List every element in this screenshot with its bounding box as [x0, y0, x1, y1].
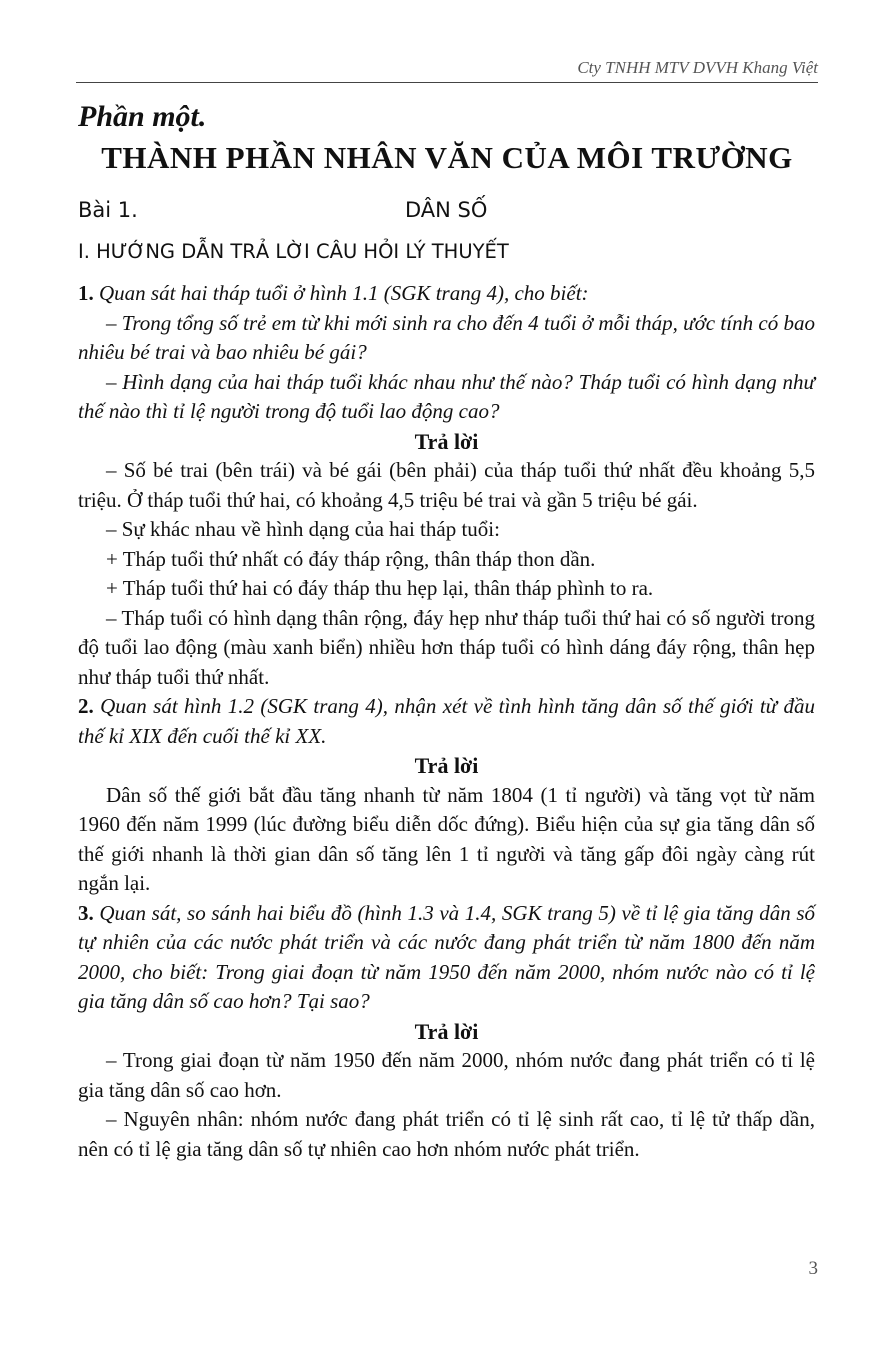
running-header: [76, 58, 818, 83]
publisher-name: Cty TNHH MTV DVVH Khang Việt: [577, 58, 818, 77]
question-1-item: – Trong tổng số trẻ em từ khi mới sinh ra cho đến 4 tuổi ở mỗi tháp, ước tính có bao nhiêu bé trai và bao nhiêu bé gái?: [78, 310, 815, 364]
lesson-number: Bài 1.: [78, 198, 138, 222]
answer-bullet: + Tháp tuổi thứ nhất có đáy tháp rộng, thân tháp thon dần.: [106, 546, 596, 571]
answer-paragraph: – Tháp tuổi có hình dạng thân rộng, đáy hẹp như tháp tuổi thứ hai có số người trong độ tuổi lao động (màu xanh biển) nhiều hơn tháp tuổi có hình dáng đáy rộng, thân hẹp như tháp tuổi thứ nhất.: [78, 605, 815, 689]
question-3-number: 3.: [78, 900, 94, 925]
lesson-name: DÂN SỐ: [405, 198, 488, 222]
question-2-number: 2.: [78, 694, 94, 718]
question-2-text: Quan sát hình 1.2 (SGK trang 4), nhận xét về tình hình tăng dân số thế giới từ đầu thế kỉ XIX đến cuối thế kỉ XX.: [78, 694, 815, 748]
answer-label: Trả lời: [414, 428, 479, 454]
answer-label: Trả lời: [414, 753, 479, 778]
question-1-item: – Hình dạng của hai tháp tuổi khác nhau như thế nào? Tháp tuổi có hình dạng như thế nào thì tỉ lệ người trong độ tuổi lao động cao?: [78, 369, 815, 423]
part-label: Phần một.: [78, 100, 207, 133]
question-1-intro: Quan sát hai tháp tuổi ở hình 1.1 (SGK trang 4), cho biết:: [99, 281, 589, 305]
question-1-number: 1.: [78, 281, 94, 305]
answer-label: Trả lời: [414, 1018, 479, 1044]
question-3: [78, 899, 815, 1017]
page-number: 3: [808, 1258, 818, 1279]
answer-paragraph: Dân số thế giới bắt đầu tăng nhanh từ năm 1804 (1 tỉ người) và tăng vọt từ năm 1960 đến năm 1999 (lúc đường biểu diễn dốc đứng). Biểu hiện của sự gia tăng dân số thế giới nhanh là thời gian dân số tăng lên 1 tỉ người và tăng gấp đôi ngày càng rút ngắn lại.: [78, 782, 815, 895]
answer-paragraph: – Số bé trai (bên trái) và bé gái (bên phải) của tháp tuổi thứ nhất đều khoảng 5,5 triệu. Ở tháp tuổi thứ hai, có khoảng 4,5 triệu bé trai và gần 5 triệu bé gái.: [78, 458, 815, 512]
answer-bullet: + Tháp tuổi thứ hai có đáy tháp thu hẹp lại, thân tháp phình to ra.: [106, 576, 654, 600]
part-title: THÀNH PHẦN NHÂN VĂN CỦA MÔI TRƯỜNG: [101, 140, 793, 175]
question-1: [78, 279, 815, 309]
question-3-text: Quan sát, so sánh hai biểu đồ (hình 1.3 và 1.4, SGK trang 5) về tỉ lệ gia tăng dân số tự nhiên của các nước phát triển và các nước đang phát triển từ năm 1800 đến năm 2000, cho biết: Trong giai đoạn từ năm 1950 đến năm 2000, nhóm nước nào có tỉ lệ gia tăng dân số cao hơn? Tại sao?: [78, 900, 815, 1013]
answer-paragraph: – Nguyên nhân: nhóm nước đang phát triển có tỉ lệ sinh rất cao, tỉ lệ tử thấp dần, nên có tỉ lệ gia tăng dân số tự nhiên cao hơn nhóm nước phát triển.: [78, 1107, 815, 1161]
answer-paragraph: – Sự khác nhau về hình dạng của hai tháp tuổi:: [106, 517, 500, 541]
question-2: [78, 692, 815, 751]
lesson-heading: [78, 198, 820, 232]
answer-paragraph: – Trong giai đoạn từ năm 1950 đến năm 2000, nhóm nước đang phát triển có tỉ lệ gia tăng dân số cao hơn.: [78, 1048, 815, 1102]
section-heading: I. HƯỚNG DẪN TRẢ LỜI CÂU HỎI LÝ THUYẾT: [78, 240, 509, 263]
page-content: [78, 279, 815, 1164]
